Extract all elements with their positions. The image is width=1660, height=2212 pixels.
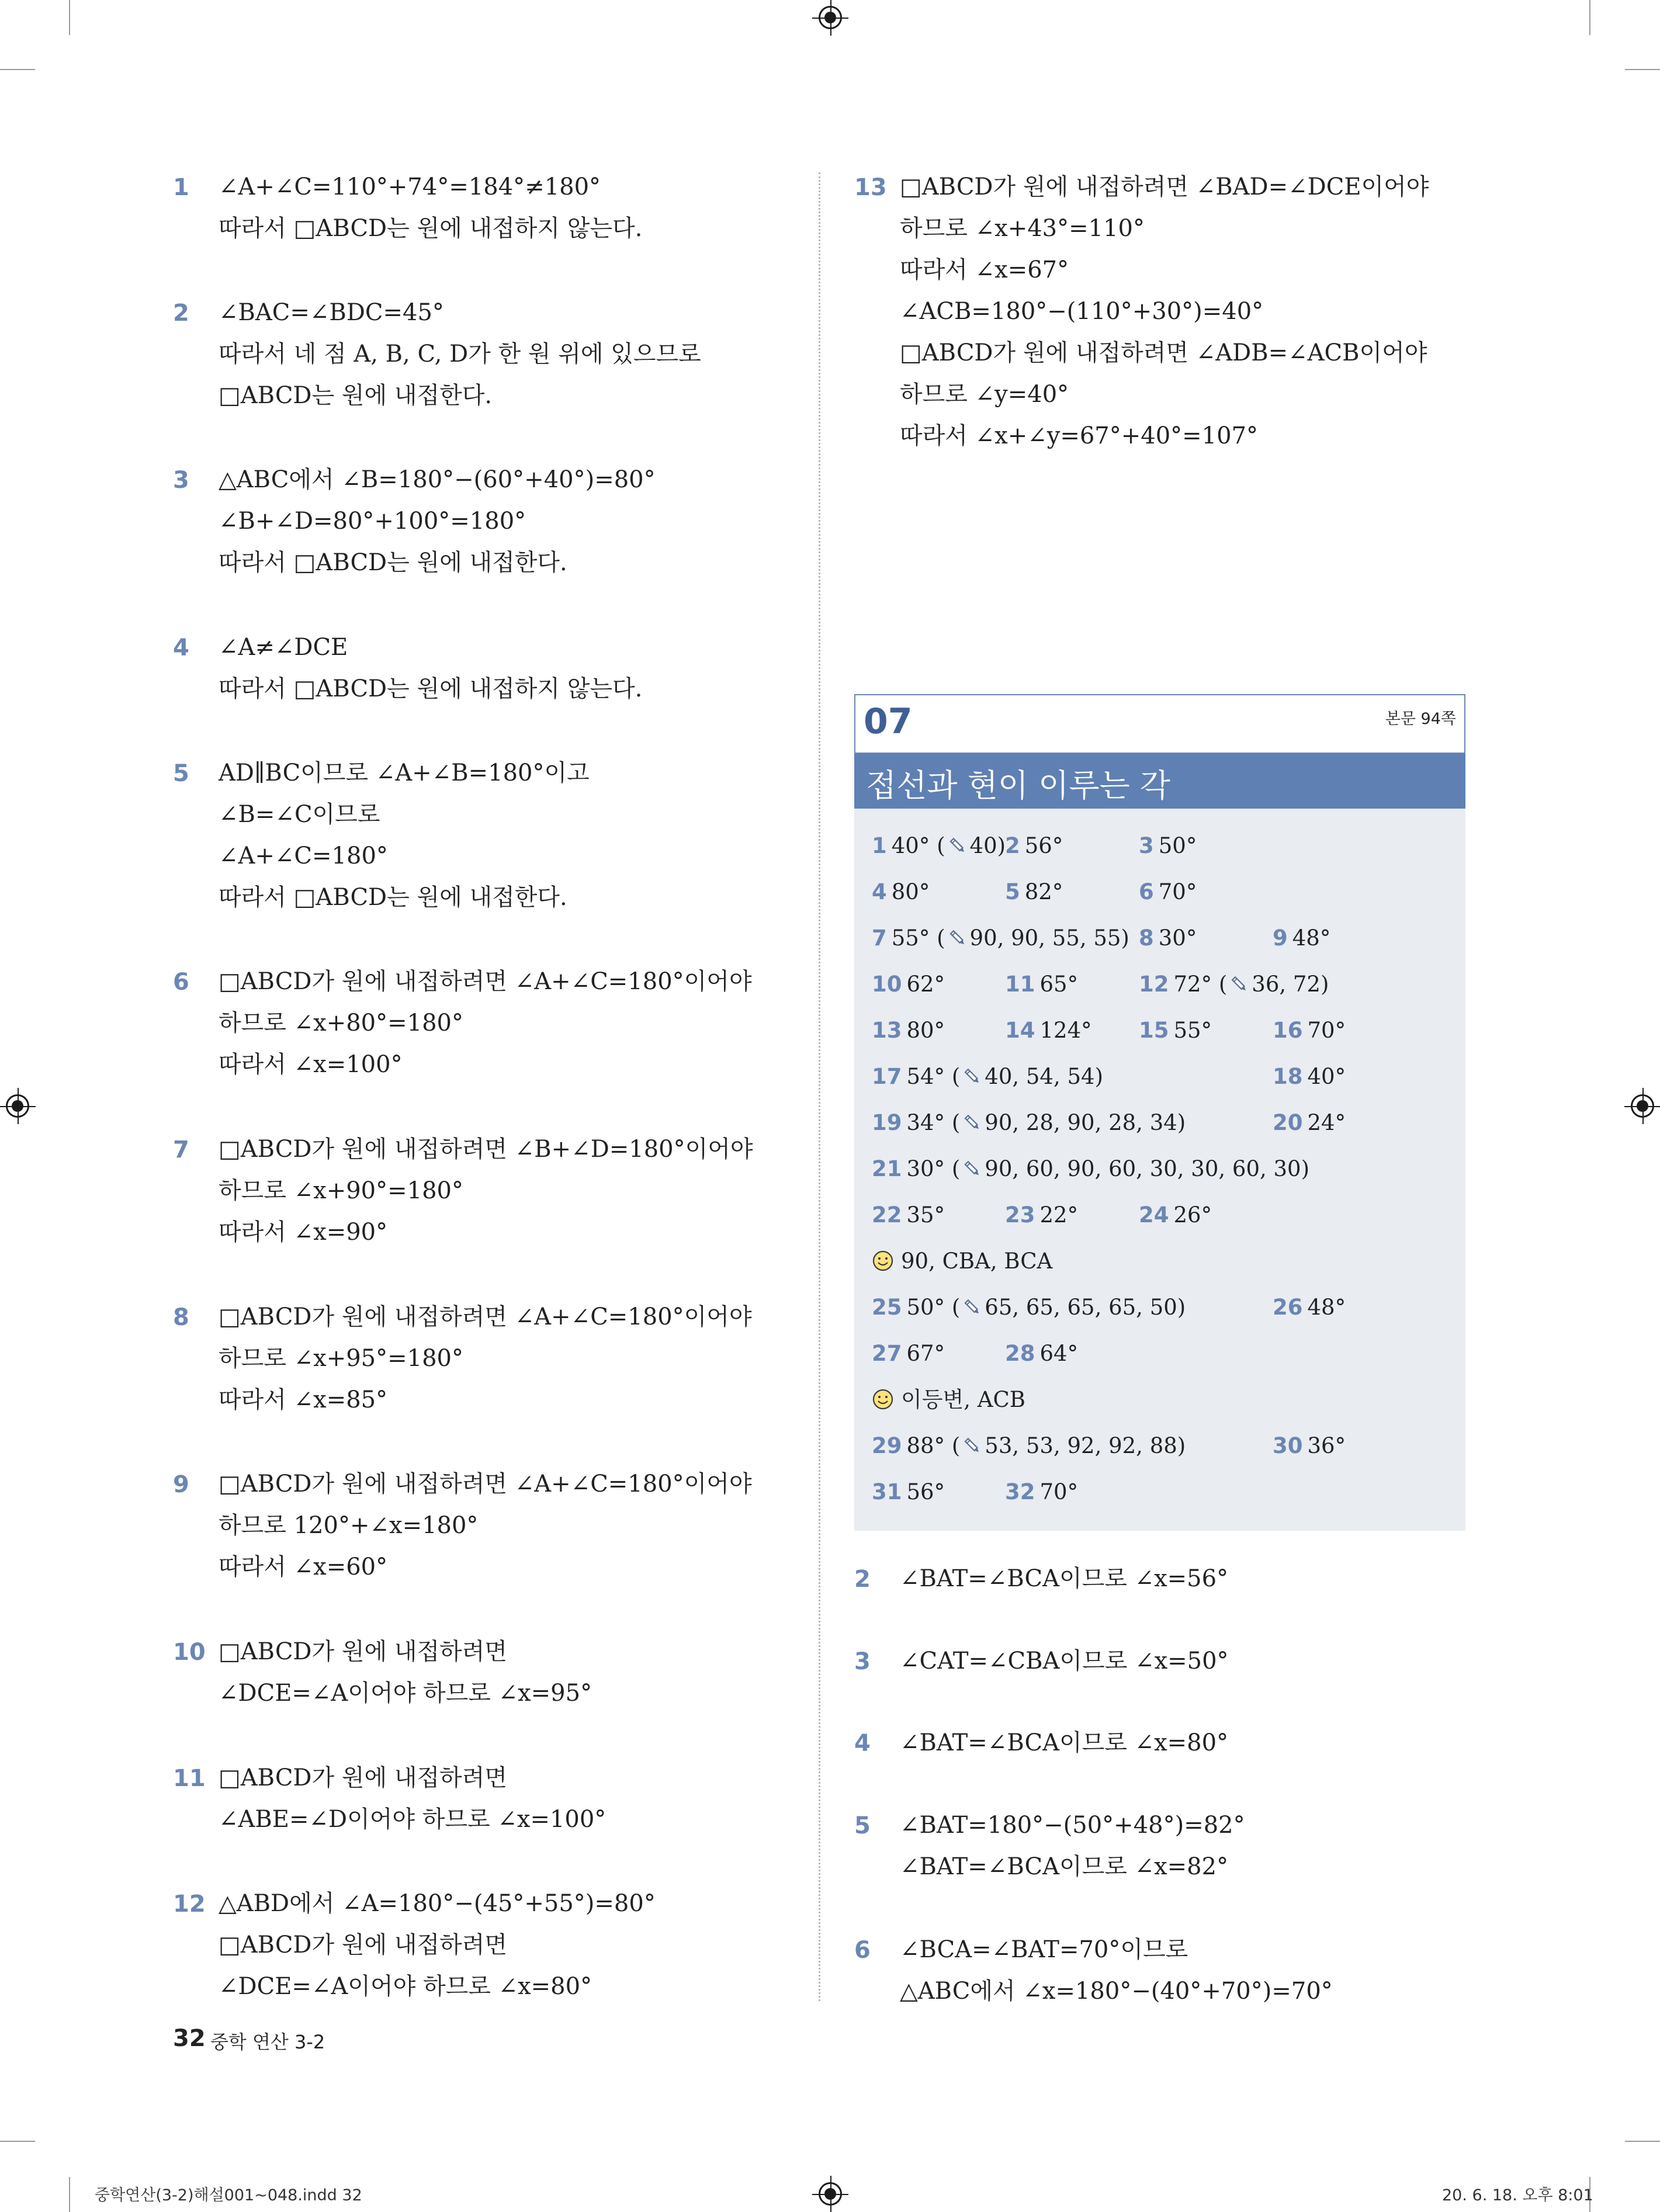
answer-number: 17 (872, 1064, 902, 1089)
answer-item (872, 1100, 1186, 1146)
solution-line: ∠BAC=∠BDC=45° (219, 299, 444, 326)
registration-mark-icon (1631, 1094, 1654, 1118)
answer-number: 22 (872, 1202, 902, 1228)
problem-lines (900, 1641, 1229, 1682)
answer-work: 40, 54, 54) (985, 1064, 1104, 1089)
crop-mark (1625, 2141, 1660, 2142)
answer-row (854, 1100, 1465, 1146)
problem-lines (219, 1631, 592, 1714)
pencil-icon (962, 1056, 982, 1076)
page-number: 32 (173, 2025, 206, 2052)
solution-line: □ABCD가 원에 내접하려면 (219, 1638, 508, 1665)
answer-item (872, 1053, 1103, 1100)
crop-mark (69, 2177, 70, 2212)
problem-lines (900, 1722, 1228, 1764)
solution-line: ∠BCA=∠BAT=70°이므로 (900, 1936, 1188, 1963)
problem-number: 6 (854, 1937, 871, 1964)
answer-item (872, 1330, 945, 1377)
solution-line: □ABCD가 원에 내접하려면 (219, 1932, 508, 1958)
answer-item (872, 961, 945, 1007)
answer-item (872, 823, 1006, 869)
answer-number: 13 (872, 1018, 902, 1043)
answer-number: 32 (1005, 1479, 1035, 1504)
answer-number: 19 (872, 1110, 902, 1135)
answer-box (854, 694, 1465, 1531)
pencil-icon (962, 1287, 982, 1307)
solution-line: 따라서 □ABCD는 원에 내접하지 않는다. (219, 215, 643, 242)
answer-value: 70° (1039, 1479, 1079, 1504)
answer-value: 56° (1024, 833, 1063, 858)
section-page-ref: 본문 94쪽 (1385, 710, 1456, 728)
problem-lines (219, 1757, 606, 1840)
solution-line: 하므로 ∠y=40° (900, 381, 1069, 408)
pencil-icon (962, 1149, 982, 1169)
solution-line: ∠A+∠C=180° (219, 842, 388, 869)
problem-lines (900, 1558, 1228, 1600)
smiley-icon (872, 1380, 894, 1402)
answer-number: 18 (1273, 1064, 1303, 1089)
solution-line: ∠DCE=∠A이어야 하므로 ∠x=95° (219, 1680, 592, 1707)
problem-lines (900, 167, 1429, 457)
answer-number: 4 (872, 879, 887, 904)
problem-number: 2 (854, 1566, 871, 1593)
answer-item (872, 1007, 945, 1053)
section-title-bar (854, 754, 1465, 809)
answer-work: 36, 72) (1252, 972, 1329, 997)
crop-mark (0, 69, 35, 70)
problem-number: 13 (854, 174, 887, 201)
answer-row (854, 823, 1465, 869)
answer-item (872, 1146, 1309, 1192)
answer-number: 23 (1005, 1202, 1035, 1228)
problem-lines (900, 1805, 1245, 1888)
problem-number: 1 (173, 174, 189, 201)
answer-value: 65° (1039, 972, 1079, 997)
answer-value: 64° (1039, 1341, 1079, 1366)
crop-mark (1625, 69, 1660, 70)
answer-number: 11 (1005, 972, 1035, 997)
pencil-icon (1229, 964, 1249, 984)
answer-value: 48° (1307, 1295, 1346, 1320)
answer-value: 70° (1307, 1018, 1346, 1043)
answer-item (1139, 1007, 1212, 1053)
answer-item (1005, 1007, 1092, 1053)
solution-line: 하므로 ∠x+80°=180° (219, 1010, 463, 1036)
answer-value: 124° (1039, 1018, 1092, 1043)
problem-lines (219, 1129, 753, 1253)
solution-line: ∠DCE=∠A이어야 하므로 ∠x=80° (219, 1973, 592, 2000)
answer-number: 5 (1005, 879, 1020, 904)
solution-line: △ABD에서 ∠A=180°−(45°+55°)=80° (219, 1890, 656, 1917)
answer-value: 55° (1173, 1018, 1212, 1043)
problem-number: 4 (854, 1730, 871, 1757)
answer-number: 28 (1005, 1341, 1035, 1366)
registration-mark-icon (819, 2182, 842, 2206)
problem-lines (219, 1296, 752, 1421)
answer-item (872, 1469, 945, 1515)
answer-value: 62° (906, 972, 945, 997)
solution-line: □ABCD는 원에 내접한다. (219, 382, 493, 409)
solution-line: 따라서 □ABCD는 원에 내접한다. (219, 549, 567, 576)
answer-item (872, 1284, 1186, 1330)
answer-row (854, 961, 1465, 1007)
problem-lines (900, 1929, 1333, 2012)
answer-row (854, 1146, 1465, 1192)
answer-number: 24 (1139, 1202, 1169, 1228)
answer-item (1139, 869, 1197, 915)
answer-number: 31 (872, 1479, 902, 1504)
answer-value: 56° (906, 1479, 945, 1504)
answer-work: 90, 28, 90, 28, 34) (985, 1110, 1186, 1135)
answer-item (1273, 915, 1330, 961)
answer-work: 90, 60, 90, 60, 30, 30, 60, 30) (985, 1156, 1310, 1181)
solution-line: □ABCD가 원에 내접하려면 (219, 1764, 508, 1791)
problem-number: 4 (173, 635, 189, 661)
answer-value: 40° (1307, 1064, 1346, 1089)
answer-number: 1 (872, 833, 887, 858)
answer-value: 30° ( (906, 1156, 961, 1181)
solution-line: 따라서 ∠x=100° (219, 1051, 403, 1078)
pencil-icon (948, 826, 968, 845)
answer-number: 20 (1273, 1110, 1303, 1135)
problem-number: 7 (173, 1136, 189, 1163)
answer-value: 67° (906, 1341, 945, 1366)
answer-item (872, 1377, 1025, 1423)
solution-line: □ABCD가 원에 내접하려면 ∠A+∠C=180°이어야 (219, 1471, 752, 1497)
answer-item (1005, 823, 1063, 869)
answer-item (1273, 1100, 1346, 1146)
solution-line: ∠B=∠C이므로 (219, 801, 380, 828)
crop-mark (1589, 0, 1590, 35)
section-title: 접선과 현이 이루는 각 (866, 767, 1170, 804)
answer-work: 40) (969, 833, 1006, 858)
solution-line: □ABCD가 원에 내접하려면 ∠A+∠C=180°이어야 (219, 968, 752, 995)
problem-lines (219, 167, 642, 249)
answer-value: 48° (1292, 925, 1331, 951)
answer-number: 8 (1139, 925, 1154, 951)
answer-row (854, 1192, 1465, 1238)
answer-row (854, 1423, 1465, 1469)
answer-value: 35° (906, 1202, 945, 1228)
column-divider (819, 172, 820, 2001)
solution-line: ∠BAT=∠BCA이므로 ∠x=80° (900, 1729, 1229, 1756)
answer-value: 34° ( (906, 1110, 961, 1135)
book-title: 중학 연산 3-2 (210, 2031, 325, 2053)
solution-line: 하므로 ∠x+95°=180° (219, 1345, 463, 1372)
answer-item (1005, 1192, 1078, 1238)
answer-value: 88° ( (906, 1433, 961, 1458)
answer-number: 30 (1273, 1433, 1303, 1458)
solution-line: 따라서 □ABCD는 원에 내접한다. (219, 884, 567, 911)
solution-line: AD∥BC이므로 ∠A+∠B=180°이고 (219, 760, 590, 786)
answer-number: 15 (1139, 1018, 1169, 1043)
solution-line: 따라서 ∠x=90° (219, 1219, 388, 1246)
answer-value: 50° ( (906, 1295, 961, 1320)
answer-item (1273, 1284, 1346, 1330)
problem-number: 12 (173, 1891, 206, 1918)
pencil-icon (948, 918, 968, 938)
problem-lines (219, 292, 701, 417)
solution-line: ∠ACB=180°−(110°+30°)=40° (900, 298, 1264, 325)
problem-lines (219, 459, 656, 584)
answer-item (1139, 823, 1197, 869)
answer-work: 65, 65, 65, 65, 50) (985, 1295, 1186, 1320)
answer-work: 90, 90, 55, 55) (969, 925, 1129, 951)
solution-line: ∠BAT=180°−(50°+48°)=82° (900, 1812, 1245, 1839)
answer-work: 53, 53, 92, 92, 88) (985, 1433, 1186, 1458)
solution-line: 하므로 120°+∠x=180° (219, 1512, 479, 1539)
solution-line: 하므로 ∠x+43°=110° (900, 215, 1145, 242)
problem-number: 5 (173, 760, 189, 787)
problem-lines (219, 1464, 752, 1588)
solution-line: ∠BAT=∠BCA이므로 ∠x=56° (900, 1565, 1229, 1592)
answer-row (854, 869, 1465, 915)
answer-number: 9 (1273, 925, 1288, 951)
answer-value: 30° (1158, 925, 1197, 951)
answer-item (1273, 1007, 1346, 1053)
problem-number: 9 (173, 1471, 189, 1498)
answer-value: 54° ( (906, 1064, 961, 1089)
answer-number: 16 (1273, 1018, 1303, 1043)
solution-line: ∠ABE=∠D이어야 하므로 ∠x=100° (219, 1806, 607, 1833)
section-header (854, 694, 1465, 754)
problem-lines (219, 627, 642, 710)
answer-row (854, 1284, 1465, 1330)
answer-row (854, 1053, 1465, 1100)
registration-mark-icon (819, 6, 842, 29)
answer-number: 10 (872, 972, 902, 997)
answer-number: 2 (1005, 833, 1020, 858)
problem-lines (219, 1883, 656, 2008)
answer-item (1005, 1330, 1078, 1377)
answer-value: 70° (1158, 879, 1197, 904)
problem-number: 6 (173, 969, 189, 996)
solution-line: □ABCD가 원에 내접하려면 ∠ADB=∠ACB이어야 (900, 339, 1427, 366)
answer-item (872, 1238, 1052, 1284)
answer-number: 29 (872, 1433, 902, 1458)
problem-number: 8 (173, 1304, 189, 1331)
registration-mark-icon (6, 1094, 29, 1118)
solution-line: 하므로 ∠x+90°=180° (219, 1177, 463, 1204)
solution-line: 따라서 ∠x=67° (900, 256, 1069, 283)
problem-lines (219, 961, 752, 1086)
solution-line: ∠BAT=∠BCA이므로 ∠x=82° (900, 1853, 1229, 1880)
pencil-icon (962, 1426, 982, 1445)
crop-mark (0, 2141, 35, 2142)
answer-item (1139, 961, 1329, 1007)
answer-item (872, 915, 1129, 961)
answer-value: 80° (891, 879, 930, 904)
answer-number: 6 (1139, 879, 1154, 904)
answer-value: 50° (1158, 833, 1197, 858)
answer-value: 26° (1173, 1202, 1212, 1228)
answer-value: 72° ( (1173, 972, 1228, 997)
answer-number: 26 (1273, 1295, 1303, 1320)
print-slug-date: 20. 6. 18. 오후 8:01 (1442, 2186, 1593, 2204)
section-number: 07 (864, 701, 913, 742)
problem-number: 11 (173, 1765, 206, 1792)
answer-value: 이등변, ACB (901, 1387, 1025, 1412)
solution-line: ∠B+∠D=80°+100°=180° (219, 508, 526, 535)
crop-mark (69, 0, 70, 35)
solution-line: 따라서 네 점 A, B, C, D가 한 원 위에 있으므로 (219, 341, 701, 367)
answer-item (1005, 869, 1063, 915)
answer-number: 3 (1139, 833, 1154, 858)
answer-row (854, 1330, 1465, 1377)
solution-line: 따라서 ∠x=85° (219, 1386, 388, 1413)
answer-row (854, 1377, 1465, 1423)
problem-number: 3 (854, 1648, 871, 1675)
answer-row (854, 1238, 1465, 1284)
answer-item (1273, 1423, 1346, 1469)
answer-row (854, 1469, 1465, 1515)
solution-line: ∠A≠∠DCE (219, 634, 348, 661)
answer-number: 25 (872, 1295, 902, 1320)
solution-line: 따라서 ∠x=60° (219, 1554, 388, 1580)
problem-number: 3 (173, 467, 189, 494)
answer-row (854, 1007, 1465, 1053)
answer-value: 22° (1039, 1202, 1079, 1228)
answer-value: 24° (1307, 1110, 1346, 1135)
answer-number: 21 (872, 1156, 902, 1181)
answer-value: 80° (906, 1018, 945, 1043)
answer-item (1273, 1053, 1346, 1100)
answer-item (1005, 961, 1078, 1007)
answer-number: 27 (872, 1341, 902, 1366)
answer-item (1139, 1192, 1212, 1238)
answer-row (854, 915, 1465, 961)
problem-number: 10 (173, 1639, 206, 1666)
problem-number: 5 (854, 1812, 871, 1839)
answer-number: 12 (1139, 972, 1169, 997)
pencil-icon (962, 1102, 982, 1122)
solution-line: △ABC에서 ∠B=180°−(60°+40°)=80° (219, 466, 656, 493)
answer-item (872, 1192, 945, 1238)
solution-line: 따라서 □ABCD는 원에 내접하지 않는다. (219, 675, 643, 702)
solution-line: ∠CAT=∠CBA이므로 ∠x=50° (900, 1648, 1229, 1674)
solution-line: △ABC에서 ∠x=180°−(40°+70°)=70° (900, 1978, 1333, 2005)
answer-value: 40° ( (891, 833, 945, 858)
answer-item (1005, 1469, 1078, 1515)
answer-item (1139, 915, 1197, 961)
print-slug-file: 중학연산(3-2)해설001~048.indd 32 (95, 2186, 362, 2204)
answer-item (872, 869, 930, 915)
answer-value: 36° (1307, 1433, 1346, 1458)
answer-number: 14 (1005, 1018, 1035, 1043)
solution-line: ∠A+∠C=110°+74°=184°≠180° (219, 174, 601, 200)
smiley-icon (872, 1242, 894, 1264)
solution-line: □ABCD가 원에 내접하려면 ∠A+∠C=180°이어야 (219, 1303, 752, 1330)
answer-number: 7 (872, 925, 887, 951)
answer-value: 82° (1024, 879, 1063, 904)
problem-lines (219, 753, 590, 918)
answer-value: 55° ( (891, 925, 945, 951)
problem-number: 2 (173, 300, 189, 327)
solution-line: □ABCD가 원에 내접하려면 ∠BAD=∠DCE이어야 (900, 174, 1429, 200)
solution-line: 따라서 ∠x+∠y=67°+40°=107° (900, 422, 1259, 449)
solution-line: □ABCD가 원에 내접하려면 ∠B+∠D=180°이어야 (219, 1136, 753, 1163)
answer-item (872, 1423, 1186, 1469)
answer-value: 90, CBA, BCA (901, 1249, 1053, 1274)
